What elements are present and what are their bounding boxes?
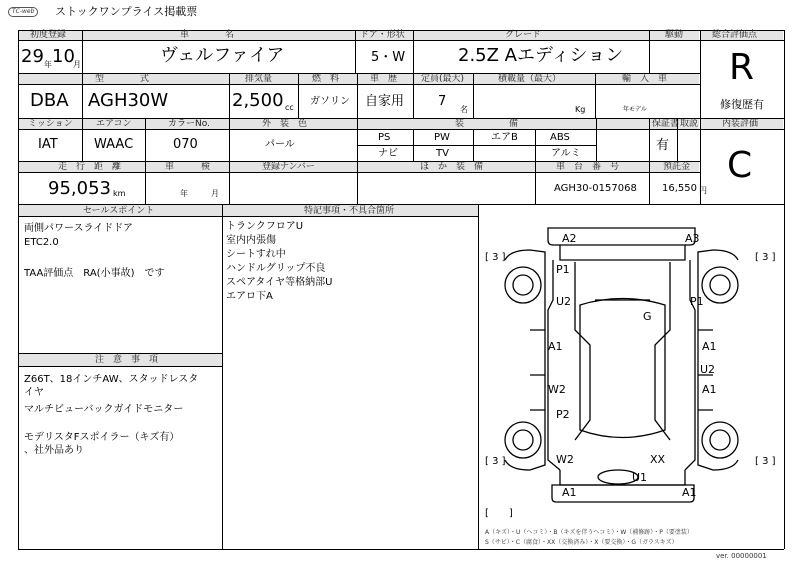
equip-alloy: アルミ xyxy=(551,148,581,159)
diagram-side-mark: [ 3 ] xyxy=(755,456,776,467)
damage-code: XX xyxy=(650,453,666,466)
damage-code: U2 xyxy=(700,363,716,376)
door-type: 5・W xyxy=(371,50,406,65)
drive-label: 駆動 xyxy=(665,30,684,40)
damage-code: G xyxy=(643,310,652,323)
equipment-label: 装 備 xyxy=(455,119,519,129)
mileage: 95,053 xyxy=(48,178,111,199)
note-line: モデリスタFスポイラー（キズ有） xyxy=(24,432,180,443)
mission: IAT xyxy=(38,137,58,152)
deposit-label: 預託金 xyxy=(663,162,691,172)
equip-navi: ナビ xyxy=(378,148,398,159)
version-label: ver. 00000001 xyxy=(716,552,767,560)
load-label: 積載量（最大） xyxy=(498,74,562,84)
sales-point-line: ETC2.0 xyxy=(24,237,59,248)
import-label: 輸 入 車 xyxy=(622,74,668,84)
note-line: 、社外品あり xyxy=(24,445,84,456)
special-line: ハンドルグリップ不良 xyxy=(226,263,326,274)
first-reg-month-unit: 月 xyxy=(73,60,81,69)
displacement: 2,500 xyxy=(232,90,284,111)
equip-abs: ABS xyxy=(550,132,570,143)
inspection-year: 年 xyxy=(180,189,188,198)
car-name: ヴェルファイア xyxy=(160,45,285,66)
note-line: Z66T、18インチAW、スタッドレスタ xyxy=(24,374,199,385)
mission-label: ミッション xyxy=(28,119,73,129)
damage-code: A1 xyxy=(702,383,717,396)
special-line: 室内内張傷 xyxy=(226,235,276,246)
fuel: ガソリン xyxy=(310,96,350,107)
sales-point-line: TAA評価点 RA(小事故) です xyxy=(24,268,165,279)
warranty-label: 保証書 xyxy=(652,119,680,129)
special-label: 特記事項・不具合箇所 xyxy=(304,206,395,216)
overall-grade: R xyxy=(729,47,755,88)
deposit-unit: 円 xyxy=(699,186,707,195)
damage-legend: A（キズ）・U（ヘコミ）・B（キズを伴うヘコミ）・W（補修跡）・P（要塗装） xyxy=(485,529,693,536)
diagram-side-mark: [ 3 ] xyxy=(755,252,776,263)
exterior-color: パール xyxy=(265,139,295,150)
sales-points-label: セールスポイント xyxy=(83,206,155,216)
first-reg-month: 10 xyxy=(52,46,75,67)
damage-code: A1 xyxy=(562,486,577,499)
tc-web-logo: TC-web xyxy=(8,7,38,17)
damage-code: A1 xyxy=(682,486,697,499)
mileage-label: 走 行 距 離 xyxy=(58,162,122,172)
damage-code: P1 xyxy=(690,295,704,308)
deposit: 16,550 xyxy=(662,183,697,194)
special-line: トランクフロアU xyxy=(226,221,304,232)
damage-code: U2 xyxy=(556,295,572,308)
aircon-label: エアコン xyxy=(96,119,132,129)
history-label: 車 歴 xyxy=(370,74,398,84)
diagram-bottom-bracket: [ ] xyxy=(485,508,513,519)
aircon: WAAC xyxy=(94,137,134,152)
import-unit: 年モデル xyxy=(623,106,647,113)
sales-point-line: 両側パワースライドドア xyxy=(24,223,133,234)
color-no: 070 xyxy=(173,137,198,152)
damage-code: A2 xyxy=(562,232,577,245)
displacement-label: 排気量 xyxy=(245,74,273,84)
door-label: ドア・形状 xyxy=(360,30,405,40)
model-prefix: DBA xyxy=(30,90,69,111)
capacity-unit: 名 xyxy=(460,105,468,114)
overall-grade-sub: 修復歴有 xyxy=(720,98,764,111)
color-no-label: カラーNo. xyxy=(168,119,210,129)
car-name-label: 車 名 xyxy=(180,30,235,40)
fuel-label: 燃 料 xyxy=(312,74,340,84)
grade: 2.5Z Aエディション xyxy=(458,45,624,66)
model-label: 型 式 xyxy=(95,74,150,84)
damage-code: A1 xyxy=(548,340,563,353)
damage-legend: S（サビ）・C（腐食）・XX（交換済み）・X（要交換）・G（ガラスキズ） xyxy=(485,539,678,546)
first-reg-year-unit: 年 xyxy=(44,60,52,69)
other-equip-label: ほ か 装 備 xyxy=(420,162,484,172)
special-line: スペアタイヤ等格納部U xyxy=(226,277,333,288)
exterior-label: 外 装 色 xyxy=(262,119,308,129)
vehicle-history: 自家用 xyxy=(365,94,405,109)
overall-label: 総合評価点 xyxy=(712,30,758,40)
diagram-side-mark: [ 3 ] xyxy=(485,252,506,263)
damage-code: W2 xyxy=(548,383,566,396)
special-line: シートすれ中 xyxy=(226,249,286,260)
load-unit: Kg xyxy=(575,105,586,114)
first-reg-label: 初度登録 xyxy=(30,30,67,40)
equip-tv: TV xyxy=(436,148,449,159)
displacement-unit: cc xyxy=(285,103,294,112)
equip-pw: PW xyxy=(434,132,450,143)
warranty-value: 有 xyxy=(656,138,670,153)
interior-grade: C xyxy=(727,145,753,186)
first-reg-year: 29 xyxy=(21,46,44,67)
interior-label: 内装評価 xyxy=(722,119,759,129)
capacity: 7 xyxy=(438,94,447,109)
diagram-side-mark: [ 3 ] xyxy=(485,456,506,467)
chassis-number: AGH30-0157068 xyxy=(554,183,637,194)
model-code: AGH30W xyxy=(88,90,169,111)
plate-label: 登録ナンバー xyxy=(262,162,315,172)
chassis-label: 車 台 番 号 xyxy=(556,162,620,172)
car-damage-diagram xyxy=(479,205,784,549)
capacity-label: 定員(最大) xyxy=(421,74,465,84)
mileage-unit: km xyxy=(113,189,126,198)
equip-ps: PS xyxy=(378,132,391,143)
grade-label: グレード xyxy=(505,30,542,40)
inspection-month: 月 xyxy=(211,189,219,198)
damage-code: W2 xyxy=(556,453,574,466)
note-line: イヤ xyxy=(24,387,44,398)
notes-label: 注 意 事 項 xyxy=(95,355,159,365)
damage-code: U1 xyxy=(632,471,648,484)
damage-code: P2 xyxy=(556,408,570,421)
manual-label: 取説 xyxy=(680,119,699,129)
sheet-title: ストックワンプライス掲載票 xyxy=(55,5,198,18)
equip-airbag: エアB xyxy=(491,132,518,143)
damage-code: P1 xyxy=(556,263,570,276)
damage-code: A3 xyxy=(685,232,700,245)
damage-code: A1 xyxy=(702,340,717,353)
inspection-label: 車 検 xyxy=(165,162,211,172)
note-line: マルチビューバックガイドモニター xyxy=(24,404,184,415)
special-line: エアロ下A xyxy=(226,291,273,302)
